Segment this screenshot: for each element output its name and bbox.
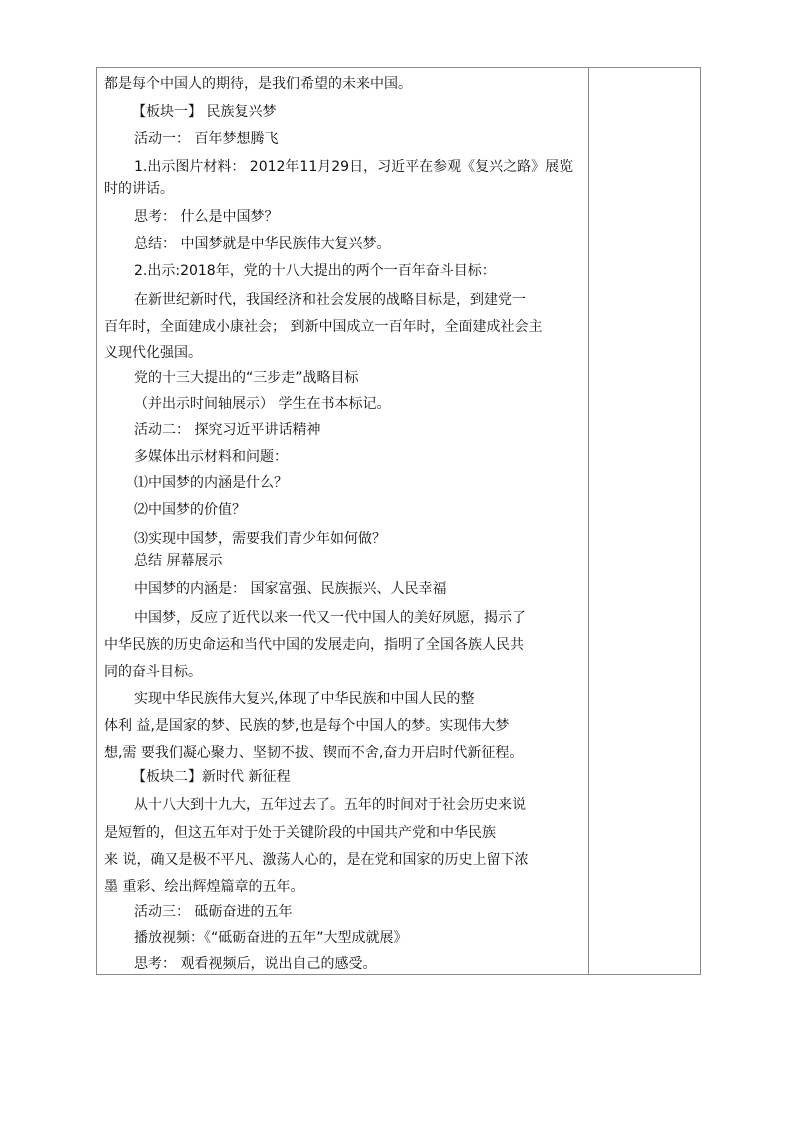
activity-heading-1: 活动一： 百年梦想腾飞 xyxy=(134,131,279,147)
section-heading-2: 【板块二】新时代 新征程 xyxy=(132,769,291,785)
text-line: 义现代化强国。 xyxy=(104,345,202,361)
text-line: 总结： 中国梦就是中华民族伟大复兴梦。 xyxy=(134,236,391,252)
text-line: 时的讲话。 xyxy=(104,181,174,197)
text-line: 总结 屏幕展示 xyxy=(134,553,223,569)
text-line: 百年时，全面建成小康社会； 到新中国成立一百年时，全面建成社会主 xyxy=(104,319,543,335)
text-line: 都是每个中国人的期待，是我们希望的未来中国。 xyxy=(104,76,412,92)
text-line: 播放视频：《“砥砺奋进的五年”大型成就展》 xyxy=(134,930,408,946)
table-border-bottom xyxy=(96,974,701,975)
section-heading-1: 【板块一】 民族复兴梦 xyxy=(132,104,277,120)
text-line: 同的奋斗目标。 xyxy=(104,664,202,680)
text-line: 中国梦，反应了近代以来一代又一代中国人的美好夙愿，揭示了 xyxy=(134,610,526,626)
table-border-right xyxy=(700,67,701,975)
text-line: 从十八大到十九大，五年过去了。五年的时间对于社会历史来说 xyxy=(134,797,526,813)
text-line: 中华民族的历史命运和当代中国的发展走向，指明了全国各族人民共 xyxy=(104,637,524,653)
text-line: 1.出示图片材料： 2012年11月29日，习近平在参观《复兴之路》展览 xyxy=(134,159,574,175)
text-line: 墨 重彩、绘出辉煌篇章的五年。 xyxy=(104,879,305,895)
text-line: 党的十三大提出的“三步走”战略目标 xyxy=(134,370,359,386)
question-item: ⑶实现中国梦，需要我们青少年如何做？ xyxy=(134,531,386,547)
text-line: 是短暂的，但这五年对于处于关键阶段的中国共产党和中华民族 xyxy=(104,825,496,841)
text-line: 想,需 要我们凝心聚力、坚韧不拔、锲而不舍,奋力开启时代新征程。 xyxy=(104,745,524,761)
text-line: 2.出示:2018年，党的十八大提出的两个一百年奋斗目标： xyxy=(134,263,496,279)
text-line: （并出示时间轴展示） 学生在书本标记。 xyxy=(134,396,391,412)
text-line: 在新世纪新时代，我国经济和社会发展的战略目标是，到建党一 xyxy=(134,292,526,308)
text-line: 中国梦的内涵是： 国家富强、民族振兴、人民幸福 xyxy=(134,581,447,597)
text-line: 思考： 观看视频后，说出自己的感受。 xyxy=(134,956,377,972)
text-line: 实现中华民族伟大复兴,体现了中华民族和中国人民的整 xyxy=(134,691,475,707)
text-line: 体利 益,是国家的梦、民族的梦,也是每个中国人的梦。实现伟大梦 xyxy=(104,718,510,734)
text-line: 多媒体出示材料和问题： xyxy=(134,449,288,465)
question-item: ⑴中国梦的内涵是什么？ xyxy=(134,475,288,491)
activity-heading-2: 活动二： 探究习近平讲话精神 xyxy=(134,422,321,438)
text-line: 思考： 什么是中国梦？ xyxy=(134,209,279,225)
text-line: 来 说，确又是极不平凡、激荡人心的，是在党和国家的历史上留下浓 xyxy=(104,852,529,868)
table-border-top xyxy=(96,67,701,68)
column-divider xyxy=(588,67,589,975)
question-item: ⑵中国梦的价值？ xyxy=(134,502,246,518)
table-border-left xyxy=(96,67,97,975)
activity-heading-3: 活动三： 砥砺奋进的五年 xyxy=(134,904,293,920)
